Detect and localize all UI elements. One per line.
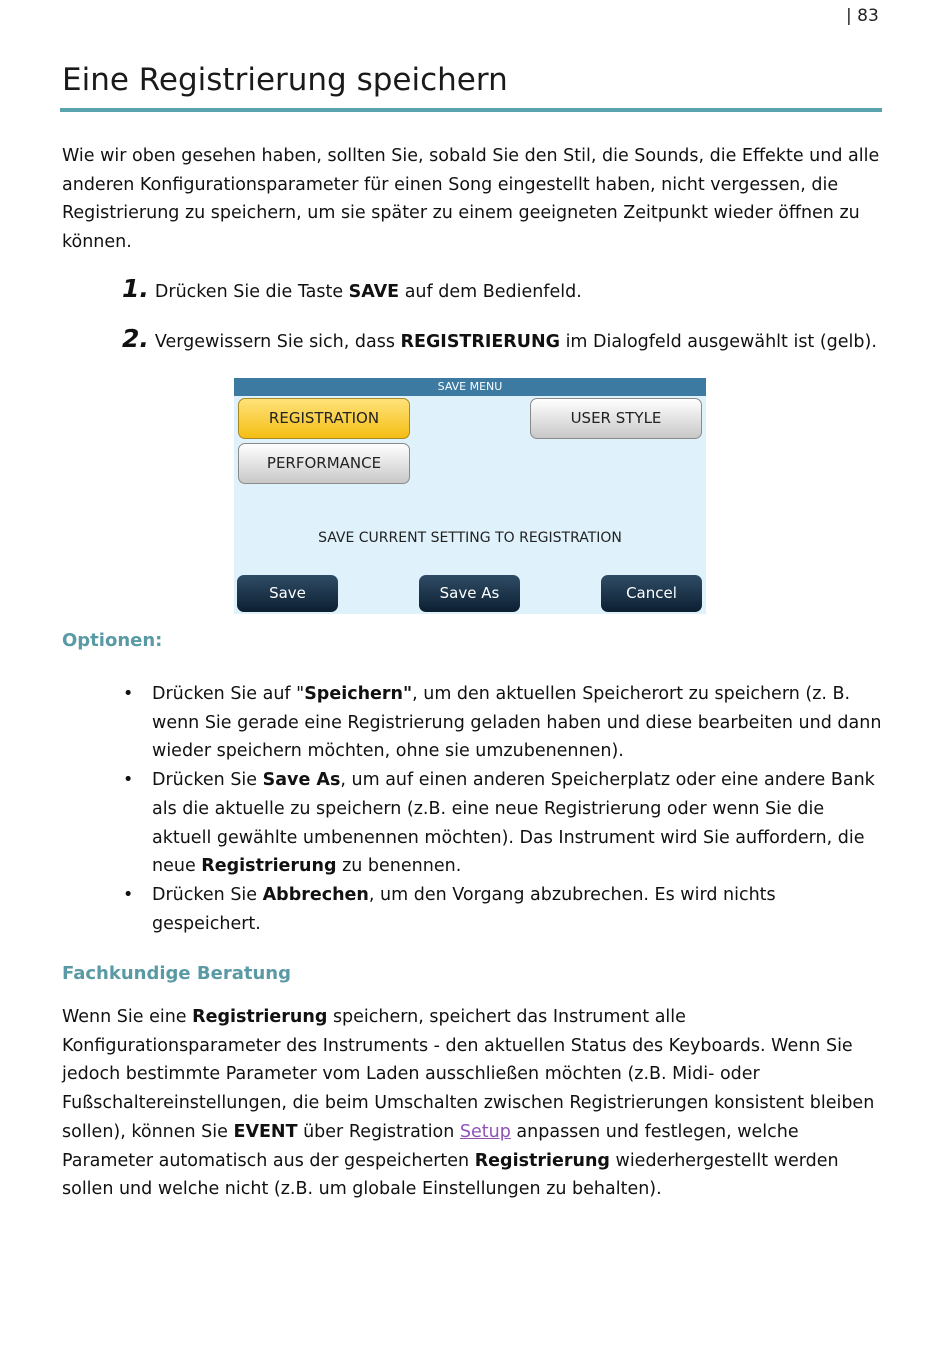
setup-link[interactable]: Setup: [459, 1121, 511, 1142]
save-button[interactable]: Save: [237, 575, 338, 612]
advice-text: anpassen und festlegen, welche Parameter automatisch aus der gespeicherten: [62, 1121, 799, 1171]
save-as-button[interactable]: Save As: [419, 575, 520, 612]
advice-keyword: Registrierung: [474, 1150, 610, 1171]
step-text: im Dialogfeld ausgewählt ist (gelb).: [560, 332, 877, 352]
advice-paragraph: [62, 1003, 882, 1204]
item-keyword: Registrierung: [201, 856, 337, 877]
item-text: , um den aktuellen Speicherort zu speichern (z. B. wenn Sie gerade eine Registrierung geladen haben und diese bearbeiten und dann wieder speichern möchten, ohne sie umzubenennen).: [152, 684, 882, 762]
advice-keyword: EVENT: [233, 1121, 298, 1142]
list-item: [123, 680, 882, 766]
step-text: Drücken Sie die Taste: [154, 282, 349, 302]
item-text: Drücken Sie auf ": [152, 684, 305, 704]
step-keyword: SAVE: [348, 282, 400, 302]
list-item: [123, 881, 882, 938]
item-text: Drücken Sie: [152, 770, 263, 791]
step-text: auf dem Bedienfeld.: [399, 282, 582, 302]
bullet-icon: •: [123, 684, 134, 704]
bullet-icon: •: [123, 884, 134, 905]
advice-text: über Registration: [297, 1121, 460, 1142]
item-text: zu benennen.: [336, 856, 462, 877]
save-menu-message: SAVE CURRENT SETTING TO REGISTRATION: [318, 530, 622, 546]
page-title: Eine Registrierung speichern: [62, 62, 508, 98]
item-text: , um den Vorgang abzubrechen. Es wird nichts gespeichert.: [152, 884, 776, 934]
list-item: [123, 766, 882, 881]
step-2: [122, 326, 877, 355]
intro-paragraph: Wie wir oben gesehen haben, sollten Sie, sobald Sie den Stil, die Sounds, die Effekte und alle anderen Konfigurationsparameter für einen Song eingestellt haben, nicht vergessen, die Registrierung zu speichern, um sie später zu einem geeigneten Zeitpunkt wieder öffnen zu können.: [62, 146, 880, 253]
bullet-icon: •: [123, 770, 134, 791]
registration-button[interactable]: REGISTRATION: [238, 398, 410, 439]
advice-text: speichern, speichert das Instrument alle Konfigurationsparameter des Instruments - den aktuellen Status des Keyboards. Wenn Sie jedoch bestimmte Parameter vom Laden ausschließen möchten (z.B. Midi- oder Fußschaltereinstellungen, die beim Umschalten zwischen Registrierungen konsistent bleiben sollen), können Sie: [62, 1007, 875, 1142]
step-1: [122, 276, 582, 305]
cancel-button[interactable]: Cancel: [601, 575, 702, 612]
title-rule: [60, 108, 882, 112]
step-number: 1.: [122, 274, 149, 303]
advice-text: wiederhergestellt werden sollen und welche nicht (z.B. um globale Einstellungen zu behalten).: [62, 1150, 839, 1200]
item-keyword: Speichern": [304, 684, 413, 704]
item-text: , um auf einen anderen Speicherplatz oder eine andere Bank als die aktuelle zu speichern (z.B. eine neue Registrierung oder wenn Sie die aktuell gewählte umbenennen möchten). Das Instrument wird Sie auffordern, die neue: [152, 770, 875, 877]
advice-text: Wenn Sie eine: [62, 1007, 193, 1027]
page-number: | 83: [846, 6, 879, 26]
item-text: Drücken Sie: [152, 884, 263, 905]
advice-keyword: Registrierung: [192, 1007, 328, 1027]
item-keyword: Abbrechen: [262, 884, 369, 905]
step-text: Vergewissern Sie sich, dass: [154, 332, 401, 352]
item-keyword: Save As: [262, 770, 341, 791]
save-menu-title: SAVE MENU: [234, 378, 706, 396]
options-list: [123, 680, 882, 938]
performance-button[interactable]: PERFORMANCE: [238, 443, 410, 484]
advice-heading: Fachkundige Beratung: [62, 963, 291, 984]
save-menu-screenshot: [234, 378, 706, 614]
step-keyword: REGISTRIERUNG: [400, 332, 560, 352]
user-style-button[interactable]: USER STYLE: [530, 398, 702, 439]
step-number: 2.: [122, 324, 149, 353]
options-heading: Optionen:: [62, 630, 163, 651]
